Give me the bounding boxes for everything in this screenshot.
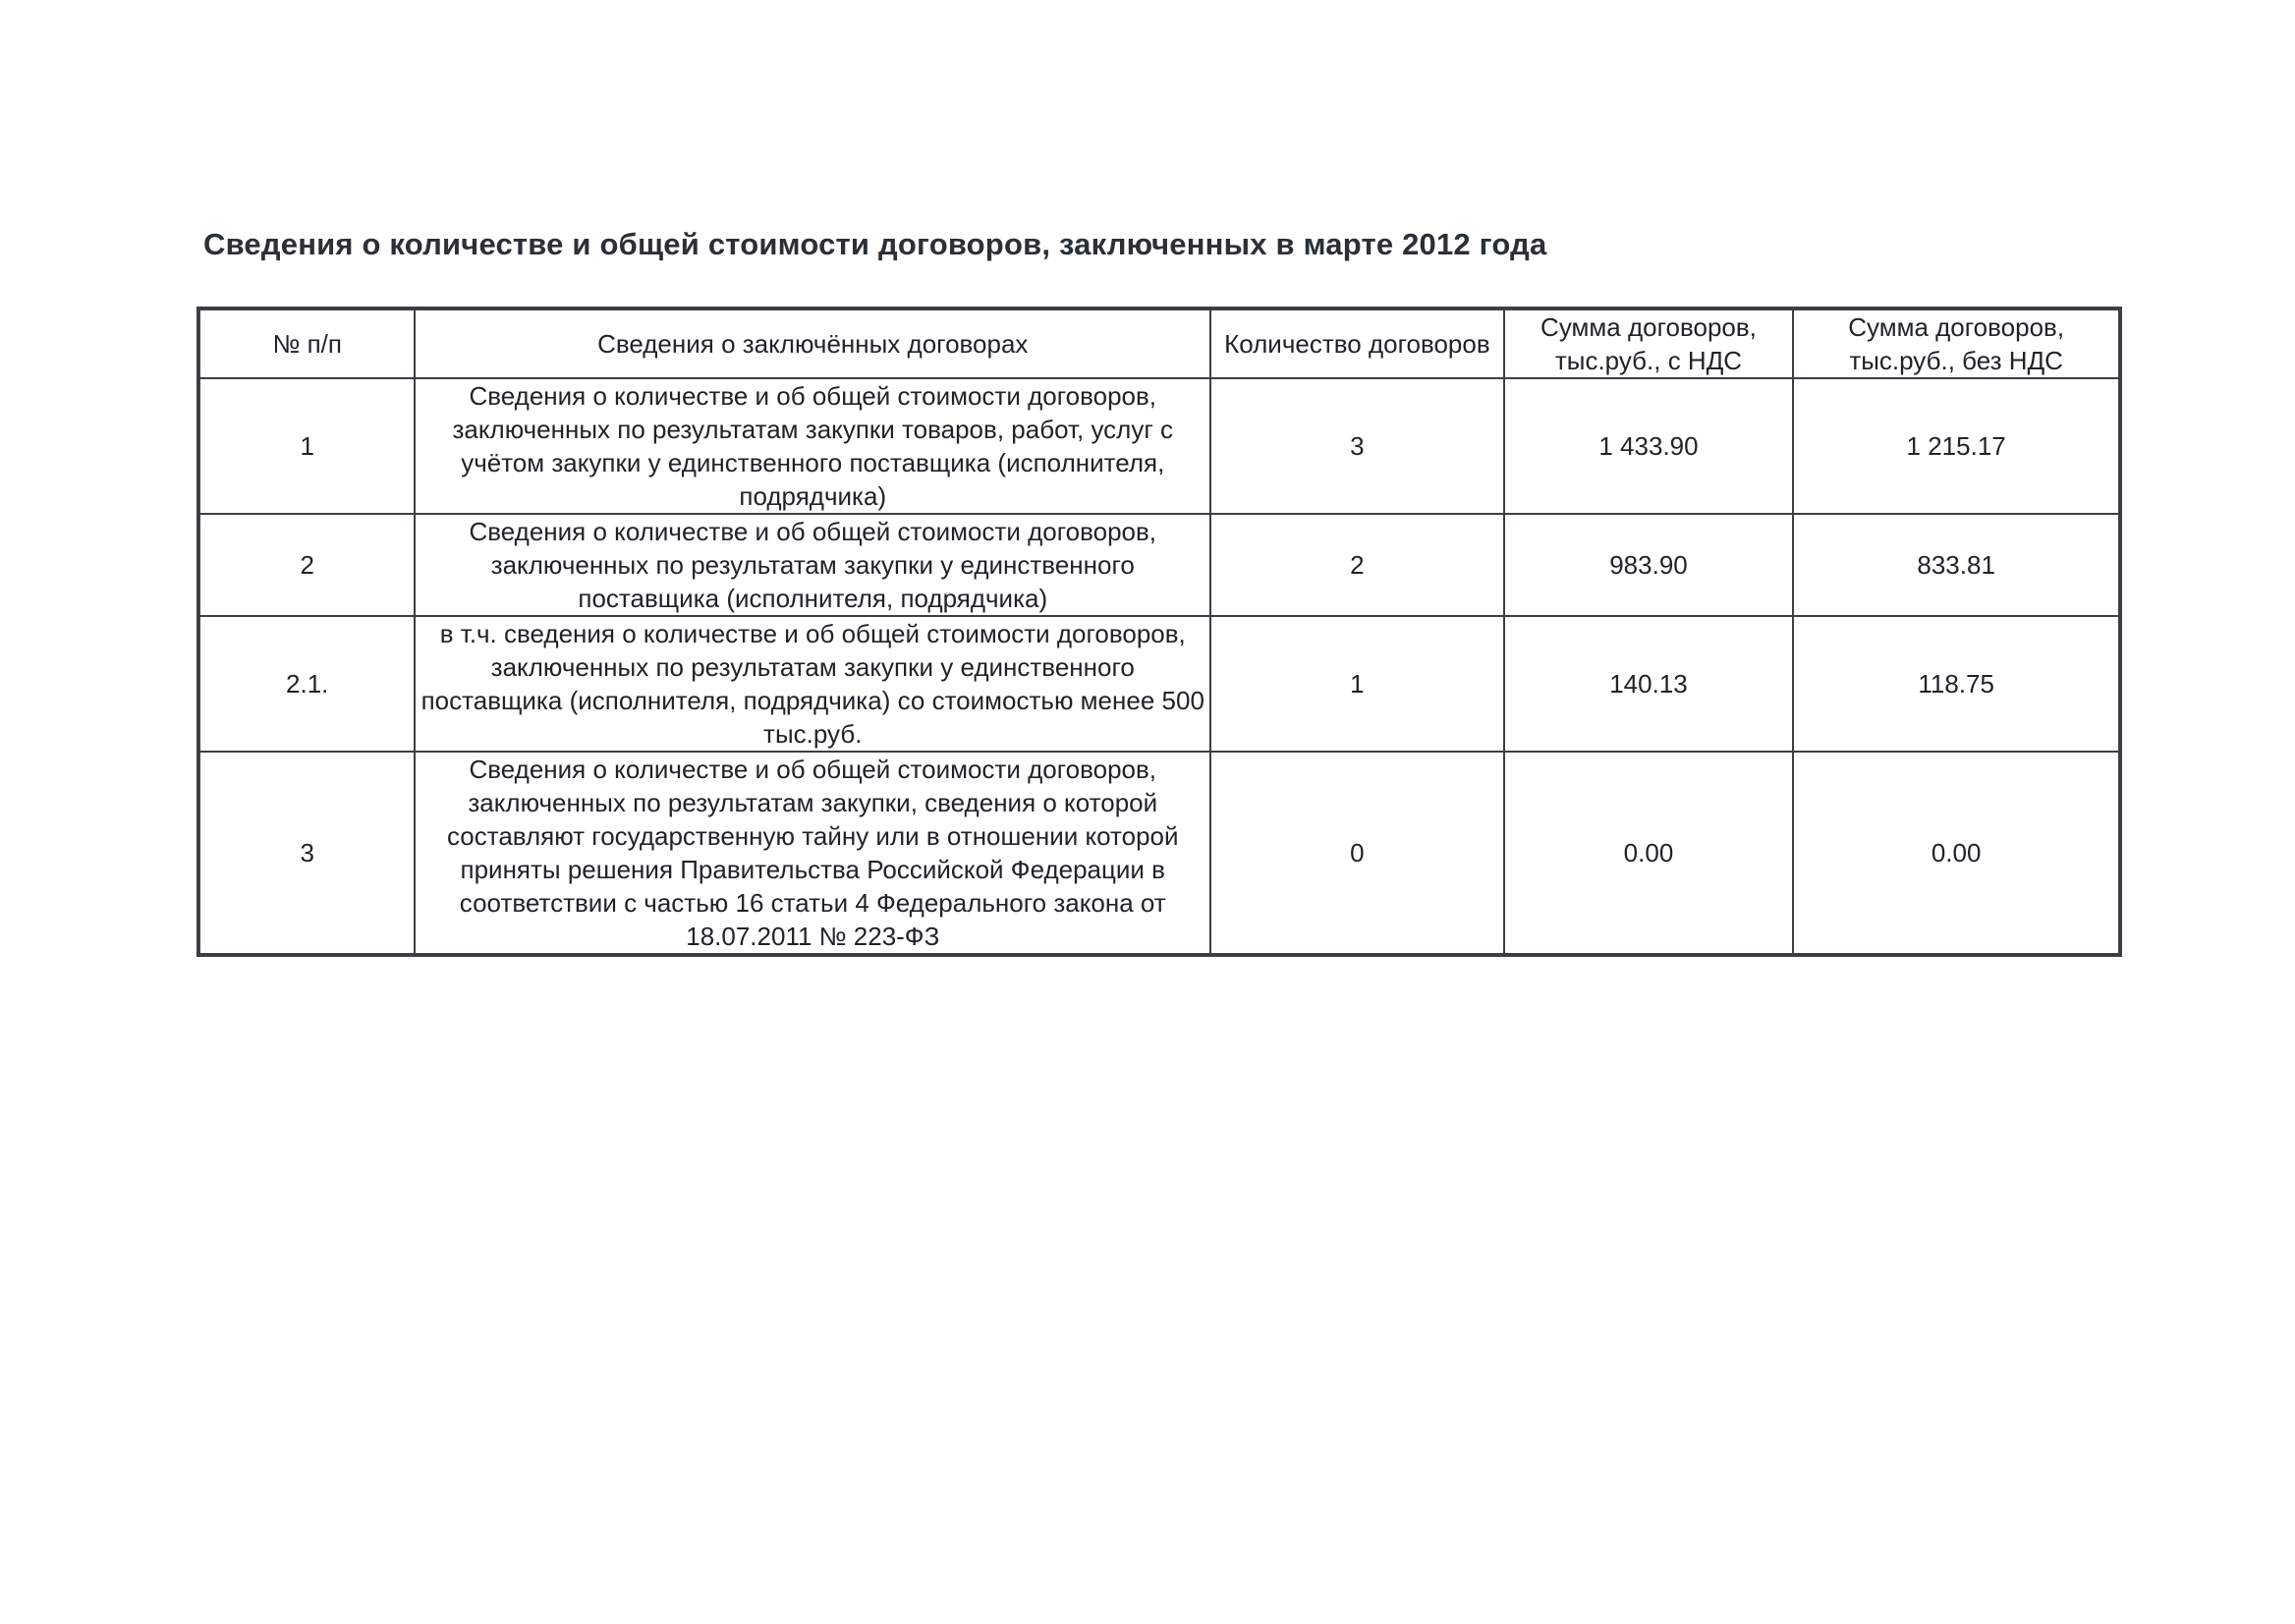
cell-sum-with-vat: 140.13 [1504, 616, 1794, 752]
cell-sum-with-vat: 0.00 [1504, 752, 1794, 955]
cell-description: Сведения о количестве и об общей стоимости договоров, заключенных по результатам закупки товаров, работ, услуг с учётом закупки у единственного поставщика (исполнителя, подрядчика) [415, 378, 1210, 514]
table-row [198, 752, 2120, 955]
cell-count: 3 [1210, 378, 1504, 514]
header-sum-without-vat: Сумма договоров, тыс.руб., без НДС [1793, 308, 2120, 378]
cell-sum-without-vat: 118.75 [1793, 616, 2120, 752]
cell-count: 1 [1210, 616, 1504, 752]
header-num: № п/п [198, 308, 415, 378]
contracts-table [196, 307, 2122, 957]
cell-count: 2 [1210, 514, 1504, 616]
cell-sum-with-vat: 983.90 [1504, 514, 1794, 616]
cell-sum-with-vat: 1 433.90 [1504, 378, 1794, 514]
cell-description: Сведения о количестве и об общей стоимости договоров, заключенных по результатам закупки у единственного поставщика (исполнителя, подрядчика) [415, 514, 1210, 616]
table-header-row [198, 308, 2120, 378]
table-row [198, 514, 2120, 616]
cell-sum-without-vat: 0.00 [1793, 752, 2120, 955]
header-sum-with-vat: Сумма договоров, тыс.руб., с НДС [1504, 308, 1794, 378]
table-row [198, 616, 2120, 752]
cell-num: 3 [198, 752, 415, 955]
document-title: Сведения о количестве и общей стоимости договоров, заключенных в марте 2012 года [203, 227, 1547, 261]
cell-num: 2 [198, 514, 415, 616]
cell-num: 2.1. [198, 616, 415, 752]
header-description: Сведения о заключённых договорах [415, 308, 1210, 378]
cell-sum-without-vat: 833.81 [1793, 514, 2120, 616]
table-row [198, 378, 2120, 514]
cell-sum-without-vat: 1 215.17 [1793, 378, 2120, 514]
cell-num: 1 [198, 378, 415, 514]
cell-count: 0 [1210, 752, 1504, 955]
cell-description: в т.ч. сведения о количестве и об общей стоимости договоров, заключенных по результатам закупки у единственного поставщика (исполнителя, подрядчика) со стоимостью менее 500 тыс.руб. [415, 616, 1210, 752]
header-count: Количество договоров [1210, 308, 1504, 378]
cell-description: Сведения о количестве и об общей стоимости договоров, заключенных по результатам закупки, сведения о которой составляют государственную тайну или в отношении которой приняты решения Правительства Российской Федерации в соответствии с частью 16 статьи 4 Федерального закона от 18.07.2011 № 223-ФЗ [415, 752, 1210, 955]
